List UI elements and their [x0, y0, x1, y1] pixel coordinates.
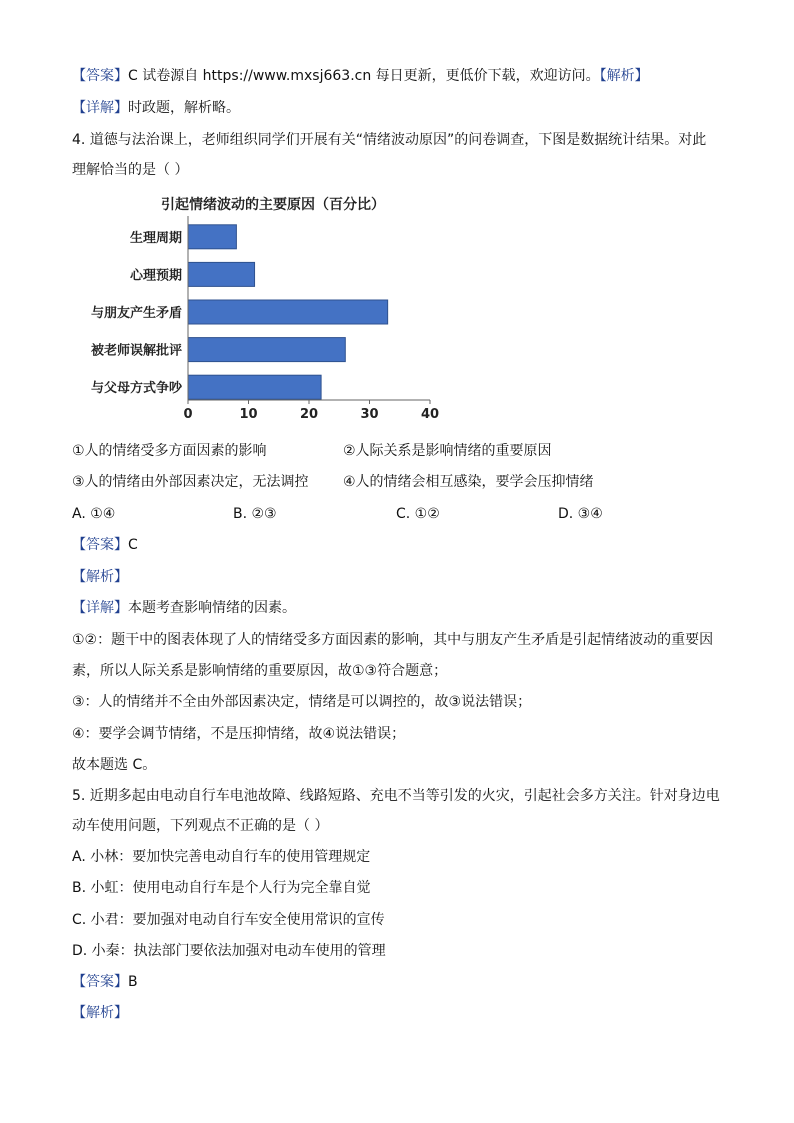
- category-label: 与父母方式争吵: [90, 381, 182, 397]
- answer-tag: 【答案】: [72, 537, 128, 553]
- chart-bars: [188, 225, 388, 399]
- detail-text: 时政题，解析略。: [128, 100, 240, 116]
- explain-line-1: ①②：题干中的图表体现了人的情绪受多方面因素的影响，其中与朋友产生矛盾是引起情绪波动的重要因: [72, 632, 714, 648]
- bar-1: [188, 225, 236, 249]
- detail-tag: 【详解】: [72, 100, 128, 116]
- x-tick-label: 40: [420, 407, 440, 422]
- explain-line-5: 故本题选 C。: [72, 757, 157, 773]
- x-tick-label: 10: [239, 407, 258, 422]
- q4-stem-line2: 理解恰当的是（ ）: [72, 162, 189, 178]
- option-c: C. ①②: [396, 506, 440, 522]
- q5-stem-line1: 5. 近期多起由电动自行车电池故障、线路短路、充电不当等引发的火灾，引起社会多方关注。针对身边电: [72, 788, 720, 804]
- q5-option-d: D. 小秦：执法部门要依法加强对电动车使用的管理: [72, 943, 386, 959]
- chart-title: 引起情绪波动的主要原因（百分比）: [161, 197, 385, 213]
- analysis-tag: 【解析】: [599, 68, 649, 84]
- explain-line-2: 素，所以人际关系是影响情绪的重要原因，故①③符合题意；: [72, 663, 448, 679]
- answer-text: C 试卷源自 https://www.mxsj663.cn 每日更新，更低价下载，欢迎访问。: [128, 68, 600, 84]
- category-label: 与朋友产生矛盾: [90, 306, 182, 321]
- x-tick-label: 30: [360, 407, 379, 422]
- chart-tick-labels: [183, 400, 439, 422]
- q4-stem-line1: 4. 道德与法治课上，老师组织同学们开展有关“情绪波动原因”的问卷调查，下图是数据统计结果。对此: [72, 132, 707, 148]
- q5-option-b: B. 小虹：使用电动自行车是个人行为完全靠自觉: [72, 880, 371, 896]
- statement-1: ①人的情绪受多方面因素的影响: [72, 443, 267, 459]
- option-b: B. ②③: [233, 506, 277, 522]
- detail-text: 本题考查影响情绪的因素。: [128, 600, 296, 616]
- q4-answer-line: [72, 535, 138, 555]
- analysis-tag: 【解析】: [72, 569, 128, 585]
- detail-tag: 【详解】: [72, 600, 128, 616]
- explain-line-4: ④：要学会调节情绪，不是压抑情绪，故④说法错误；: [72, 726, 406, 742]
- category-label: 心理预期: [129, 268, 182, 284]
- q3-answer-line: [72, 66, 649, 86]
- q5-option-c: C. 小君：要加强对电动自行车安全使用常识的宣传: [72, 912, 385, 928]
- answer-text: C: [128, 537, 138, 553]
- explain-line-3: ③：人的情绪并不全由外部因素决定，情绪是可以调控的，故③说法错误；: [72, 694, 532, 710]
- bar-2: [188, 262, 255, 286]
- answer-text: B: [128, 974, 138, 990]
- bar-5: [188, 375, 321, 399]
- option-d: D. ③④: [558, 506, 603, 522]
- statement-4: ④人的情绪会相互感染，要学会压抑情绪: [343, 474, 594, 490]
- q5-option-a: A. 小林：要加快完善电动自行车的使用管理规定: [72, 849, 371, 865]
- bar-chart: [76, 192, 456, 422]
- q3-detail-line: [72, 98, 240, 118]
- q5-analysis-line: [72, 1003, 128, 1023]
- category-label: 被老师误解批评: [90, 343, 182, 359]
- q4-detail-line: [72, 598, 296, 618]
- answer-tag: 【答案】: [72, 68, 128, 84]
- statement-3: ③人的情绪由外部因素决定，无法调控: [72, 474, 309, 490]
- q5-answer-line: [72, 972, 138, 992]
- category-label: 生理周期: [129, 230, 182, 246]
- statement-2: ②人际关系是影响情绪的重要原因: [343, 443, 552, 459]
- option-a: A. ①④: [72, 506, 116, 522]
- q4-analysis-line: [72, 567, 128, 587]
- x-tick-label: 0: [183, 407, 193, 422]
- q5-stem-line2: 动车使用问题，下列观点不正确的是（ ）: [72, 818, 329, 834]
- answer-tag: 【答案】: [72, 974, 128, 990]
- analysis-tag: 【解析】: [72, 1005, 128, 1021]
- bar-3: [188, 300, 388, 324]
- bar-4: [188, 338, 345, 362]
- chart-category-labels: [91, 230, 183, 396]
- x-tick-label: 20: [299, 407, 319, 422]
